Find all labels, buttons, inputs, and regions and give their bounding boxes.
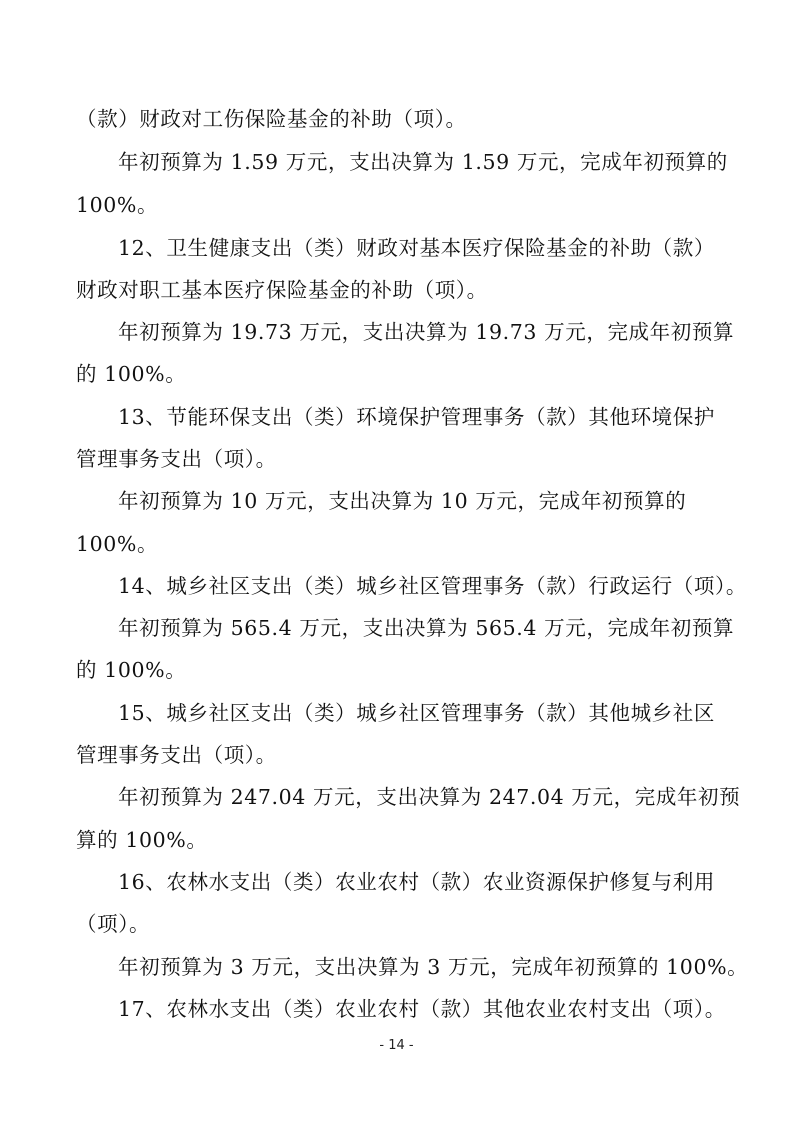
text-line: 年初预算为 247.04 万元，支出决算为 247.04 万元，完成年初预 (118, 785, 741, 809)
text-line: 13、节能环保支出（类）环境保护管理事务（款）其他环境保护 (118, 405, 715, 429)
text-line: 15、城乡社区支出（类）城乡社区管理事务（款）其他城乡社区 (118, 701, 715, 725)
text-line: 14、城乡社区支出（类）城乡社区管理事务（款）行政运行（项）。 (118, 574, 747, 598)
text-line: （项）。 (76, 912, 151, 936)
text-line: 17、农林水支出（类）农业农村（款）其他农业农村支出（项）。 (118, 997, 726, 1021)
text-line: 财政对职工基本医疗保险基金的补助（项）。 (76, 278, 488, 302)
text-line: 管理事务支出（项）。 (76, 447, 277, 471)
text-line: 管理事务支出（项）。 (76, 743, 277, 767)
text-line: 的 100%。 (76, 658, 187, 682)
text-line: 年初预算为 10 万元，支出决算为 10 万元，完成年初预算的 (118, 489, 687, 513)
text-line: 年初预算为 565.4 万元，支出决算为 565.4 万元，完成年初预算 (118, 616, 735, 640)
text-line: 12、卫生健康支出（类）财政对基本医疗保险基金的补助（款） (118, 236, 715, 260)
text-line: 的 100%。 (76, 362, 187, 386)
text-line: 100%。 (76, 532, 159, 556)
text-line: 年初预算为 19.73 万元，支出决算为 19.73 万元，完成年初预算 (118, 320, 735, 344)
text-line: 100%。 (76, 193, 159, 217)
page-number: - 14 - (379, 1038, 414, 1053)
text-line: 年初预算为 3 万元，支出决算为 3 万元，完成年初预算的 100%。 (118, 955, 749, 979)
text-line: （款）财政对工伤保险基金的补助（项）。 (76, 107, 467, 131)
text-line: 算的 100%。 (76, 828, 208, 852)
text-line: 年初预算为 1.59 万元，支出决算为 1.59 万元，完成年初预算的 (118, 150, 728, 174)
text-line: 16、农林水支出（类）农业农村（款）农业资源保护修复与利用 (118, 870, 715, 894)
